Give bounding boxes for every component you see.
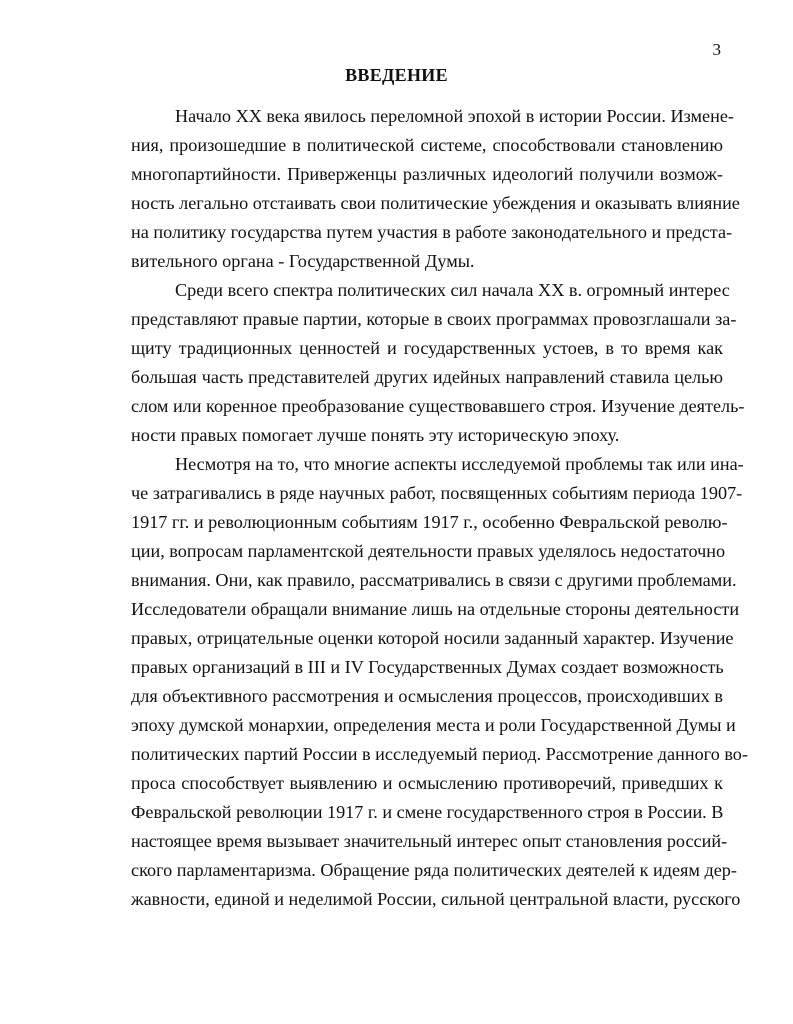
text-line: ности правых помогает лучше понять эту историческую эпоху. <box>131 425 620 445</box>
text-line: настоящее время вызывает значительный интерес опыт становления россий- <box>131 831 728 851</box>
text-line: внимания. Они, как правило, рассматривались в связи с другими проблемами. <box>131 570 737 590</box>
text-line: жавности, единой и неделимой России, сильной центральной власти, русского <box>131 889 741 909</box>
text-line: Несмотря на то, что многие аспекты исследуемой проблемы так или ина- <box>175 454 744 474</box>
text-line: многопартийности. Приверженцы различных идеологий получили возмож- <box>131 164 723 184</box>
text-line: 1917 гг. и революционным событиям 1917 г., особенно Февральской револю- <box>131 512 728 532</box>
text-line: политических партий России в исследуемый период. Рассмотрение данного во- <box>131 744 748 764</box>
text-line: Февральской революции 1917 г. и смене государственного строя в России. В <box>131 802 724 822</box>
text-line: ции, вопросам парламентской деятельности правых уделялось недостаточно <box>131 541 726 561</box>
text-line: ность легально отстаивать свои политические убеждения и оказывать влияние <box>131 193 740 213</box>
text-line: проса способствует выявлению и осмыслению противоречий, приведших к <box>131 773 723 793</box>
body-text <box>131 102 748 914</box>
text-line: Исследователи обращали внимание лишь на отдельные стороны деятельности <box>131 599 740 619</box>
text-line: правых, отрицательные оценки которой носили заданный характер. Изучение <box>131 628 734 648</box>
text-line: для объективного рассмотрения и осмысления процессов, происходивших в <box>131 686 723 706</box>
text-line: Среди всего спектра политических сил начала XX в. огромный интерес <box>175 280 730 300</box>
text-line: ского парламентаризма. Обращение ряда политических деятелей к идеям дер- <box>131 860 737 880</box>
text-line: щиту традиционных ценностей и государственных устоев, в то время как <box>131 338 723 358</box>
text-line: вительного органа - Государственной Думы. <box>131 251 475 271</box>
text-line: че затрагивались в ряде научных работ, посвященных событиям периода 1907- <box>131 483 743 503</box>
text-line: правых организаций в III и IV Государственных Думах создает возможность <box>131 657 724 677</box>
text-line: большая часть представителей других идейных направлений ставила целью <box>131 367 723 387</box>
text-line: слом или коренное преобразование существовавшего строя. Изучение деятель- <box>131 396 745 416</box>
section-title: ВВЕДЕНИЕ <box>345 65 448 85</box>
text-line: представляют правые партии, которые в своих программах провозглашали за- <box>131 309 737 329</box>
text-line: на политику государства путем участия в работе законодательного и предста- <box>131 222 733 242</box>
page-number: 3 <box>712 40 721 59</box>
text-line: Начало XX века явилось переломной эпохой в истории России. Измене- <box>175 106 734 126</box>
text-line: ния, произошедшие в политической системе, способствовали становлению <box>131 135 723 155</box>
text-line: эпоху думской монархии, определения места и роли Государственной Думы и <box>131 715 736 735</box>
